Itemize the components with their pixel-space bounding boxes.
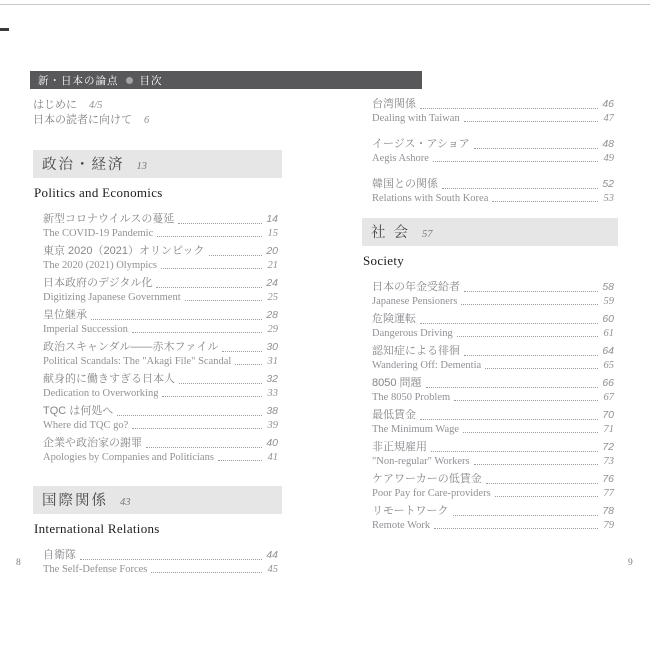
toc-entry [43,373,278,400]
entry-page-number: 58 [602,281,614,293]
dot-leader [156,287,262,288]
entry-page-number: 46 [602,98,614,110]
entry-title: 企業や政治家の謝罪 [43,437,142,449]
entry-page-number: 45 [267,563,278,575]
section-title-en: Society [363,253,405,268]
entry-page-number: 44 [266,549,278,561]
toc-entry-ja [372,345,614,359]
entry-page-number: 25 [267,291,278,303]
entry-title: Remote Work [372,519,431,531]
dot-leader [486,483,598,484]
dot-leader [185,300,262,301]
entry-page-number: 72 [602,441,614,453]
entry-page-number: 70 [602,409,614,421]
toc-entry-ja [43,213,278,227]
book-title: 新・日本の論点 [38,74,119,87]
entry-title: Wandering Off: Dementia [372,359,482,371]
dot-leader [474,464,598,465]
entry-title: The Minimum Wage [372,423,460,435]
dot-leader [492,201,598,202]
entry-title: Imperial Succession [43,323,128,335]
toc-entry [43,277,278,304]
toc-entry [372,313,614,340]
toc-entry-en [43,227,278,241]
entry-page-number: 47 [603,112,614,124]
dot-leader [464,355,598,356]
entry-page-number: 30 [266,341,278,353]
entry-page-number: 76 [602,473,614,485]
dot-leader [420,108,598,109]
toc-entry-en [43,563,278,577]
toc-entry-ja [43,437,278,451]
entry-page-number: 28 [266,309,278,321]
continued-entries [362,98,618,205]
toc-entry [43,341,278,368]
dot-leader [461,304,598,305]
dot-leader [453,515,598,516]
dot-leader [457,336,598,337]
left-column [33,98,282,581]
dot-leader [420,323,598,324]
entry-title: The 8050 Problem [372,391,451,403]
dot-leader [495,496,598,497]
entry-title: "Non-regular" Workers [372,455,470,467]
entry-title: Political Scandals: The "Akagi File" Scandal [43,355,232,367]
entry-page-number: 40 [266,437,278,449]
corner-mark [0,28,9,31]
toc-entry-ja [372,409,614,423]
toc-entry-en [372,519,614,533]
dot-leader [433,161,598,162]
entry-page-number: 61 [603,327,614,339]
entry-title: 新型コロナウイルスの蔓延 [43,213,175,225]
entry-page-number: 53 [603,192,614,204]
dot-leader [434,528,598,529]
dot-leader [132,332,262,333]
entry-title: 8050 問題 [372,377,422,389]
page-top-edge [0,4,650,5]
entry-title: 日本政府のデジタル化 [43,277,153,289]
front-matter-title: 日本の読者に向けて [33,114,132,126]
dot-leader [235,364,262,365]
toc-header-bar [30,71,422,89]
entry-page-number: 20 [266,245,278,257]
toc-entry-en [43,387,278,401]
entry-page-number: 24 [266,277,278,289]
section-header-bar [33,486,282,514]
right-sections [362,218,618,532]
entry-title: The Self-Defense Forces [43,563,148,575]
toc-entry-ja [372,178,614,192]
entry-page-number: 41 [267,451,278,463]
dot-leader [218,460,262,461]
entry-page-number: 15 [267,227,278,239]
entry-page-number: 60 [602,313,614,325]
front-matter-page: 6 [144,115,150,126]
entry-title: 献身的に働きすぎる日本人 [43,373,175,385]
section-entries [33,213,282,464]
entry-title: 最低賃金 [372,409,416,421]
dot-leader [474,148,598,149]
entry-title: Where did TQC go? [43,419,129,431]
dot-leader [178,223,262,224]
entry-title: ケアワーカーの低賃金 [372,473,482,485]
section-entries [33,549,282,576]
page-number-right: 9 [628,558,633,568]
entry-title: Dealing with Taiwan [372,112,460,124]
entry-page-number: 59 [603,295,614,307]
entry-title: 危険運転 [372,313,416,325]
toc-entry [372,409,614,436]
toc-entry-ja [372,377,614,391]
toc-entry-en [372,391,614,405]
entry-page-number: 39 [267,419,278,431]
entry-page-number: 49 [603,152,614,164]
entry-title: 政治スキャンダル――赤木ファイル [43,341,219,353]
entry-title: Poor Pay for Care-providers [372,487,491,499]
toc-entry [43,213,278,240]
section-title-ja: 国際関係 [42,493,108,509]
entry-title: Japanese Pensioners [372,295,458,307]
section-page-number: 43 [120,497,131,508]
entry-title: TQC は何処へ [43,405,114,417]
entry-page-number: 38 [266,405,278,417]
header-section-label: 目次 [139,74,163,87]
toc-entry-ja [372,505,614,519]
entry-title: Aegis Ashore [372,152,429,164]
entry-title: Apologies by Companies and Politicians [43,451,214,463]
toc-entry-en [372,192,614,206]
entry-title: Digitizing Japanese Government [43,291,181,303]
dot-leader [161,268,262,269]
section-title-en: Politics and Economics [34,185,163,200]
toc-entry [372,377,614,404]
dot-leader [162,396,262,397]
toc-entry-en [372,455,614,469]
dot-leader [222,351,262,352]
toc-entry-ja [372,138,614,152]
right-column [362,98,618,537]
toc-entry-en [372,359,614,373]
front-matter-item [33,113,282,128]
page-number-left: 8 [16,558,21,568]
entry-title: Relations with South Korea [372,192,489,204]
entry-title: リモートワーク [372,505,449,517]
toc-entry-en [372,327,614,341]
toc-entry-en [43,259,278,273]
entry-page-number: 77 [603,487,614,499]
toc-entry-ja [372,281,614,295]
toc-entry-en [372,487,614,501]
toc-entry [372,505,614,532]
entry-page-number: 65 [603,359,614,371]
toc-entry [43,437,278,464]
entry-page-number: 78 [602,505,614,517]
dot-leader [420,419,598,420]
toc-entry [372,281,614,308]
dot-leader [179,383,262,384]
dot-leader [151,572,262,573]
entry-page-number: 14 [266,213,278,225]
section-title-ja: 政治・経済 [42,157,125,173]
toc-entry-en [43,451,278,465]
entry-page-number: 31 [267,355,278,367]
toc-entry-ja [43,373,278,387]
section-entries [362,281,618,532]
dot-leader [464,291,598,292]
toc-entry-ja [372,473,614,487]
entry-title: Dangerous Driving [372,327,453,339]
entry-page-number: 48 [602,138,614,150]
dot-leader [91,319,262,320]
toc-entry [372,473,614,500]
entry-title: The 2020 (2021) Olympics [43,259,158,271]
entry-title: 韓国との関係 [372,178,438,190]
dot-leader [431,451,598,452]
entry-title: 自衛隊 [43,549,76,561]
entry-page-number: 33 [267,387,278,399]
entry-title: 東京 2020（2021）オリンピック [43,245,205,257]
entry-page-number: 79 [603,519,614,531]
front-matter-list [33,98,282,128]
entry-title: 非正規雇用 [372,441,427,453]
toc-entry-en [43,355,278,369]
toc-entry [43,405,278,432]
entry-page-number: 21 [267,259,278,271]
toc-entry-ja [372,313,614,327]
toc-entry-en [43,291,278,305]
entry-page-number: 32 [266,373,278,385]
front-matter-item [33,98,282,113]
section-header-bar [362,218,618,246]
entry-page-number: 64 [602,345,614,357]
entry-page-number: 52 [602,178,614,190]
dot-leader [454,400,598,401]
section-page-number: 57 [422,229,433,240]
toc-entry [372,98,614,125]
toc-entry-en [43,419,278,433]
entry-title: 日本の年金受給者 [372,281,460,293]
entry-title: Dedication to Overworking [43,387,159,399]
entry-page-number: 66 [602,377,614,389]
toc-entry-ja [372,441,614,455]
toc-entry-ja [43,341,278,355]
toc-entry-en [372,295,614,309]
entry-title: 台湾関係 [372,98,416,110]
entry-page-number: 67 [603,391,614,403]
toc-entry-ja [372,98,614,112]
entry-page-number: 73 [603,455,614,467]
toc-entry-ja [43,309,278,323]
dot-leader [426,387,598,388]
front-matter-page: 4/5 [89,100,103,111]
toc-entry-en [372,112,614,126]
toc-entry [372,178,614,205]
dot-leader [80,559,262,560]
dot-leader [463,432,598,433]
toc-entry [372,441,614,468]
section-title-ja: 社 会 [371,225,411,241]
dot-leader [132,428,262,429]
dot-leader [442,188,598,189]
section-header-bar [33,150,282,178]
left-sections [33,150,282,576]
dot-leader [209,255,262,256]
entry-title: The COVID-19 Pandemic [43,227,154,239]
section-title-en: International Relations [34,521,160,536]
entry-title: 皇位継承 [43,309,87,321]
dot-leader [146,447,262,448]
toc-entry [43,245,278,272]
toc-entry [372,138,614,165]
toc-entry-en [43,323,278,337]
front-matter-title: はじめに [33,99,77,111]
dot-leader [157,236,262,237]
entry-title: 認知症による徘徊 [372,345,460,357]
entry-page-number: 71 [603,423,614,435]
dot-leader [485,368,598,369]
toc-entry [372,345,614,372]
entry-page-number: 29 [267,323,278,335]
toc-entry-ja [43,405,278,419]
toc-entry-en [372,423,614,437]
toc-entry-en [372,152,614,166]
bullet-icon [126,77,133,84]
toc-entry [43,309,278,336]
entry-title: イージス・アショア [372,138,470,150]
dot-leader [464,121,598,122]
dot-leader [117,415,262,416]
toc-entry [43,549,278,576]
section-page-number: 13 [136,161,147,172]
toc-entry-ja [43,277,278,291]
toc-entry-ja [43,245,278,259]
toc-entry-ja [43,549,278,563]
